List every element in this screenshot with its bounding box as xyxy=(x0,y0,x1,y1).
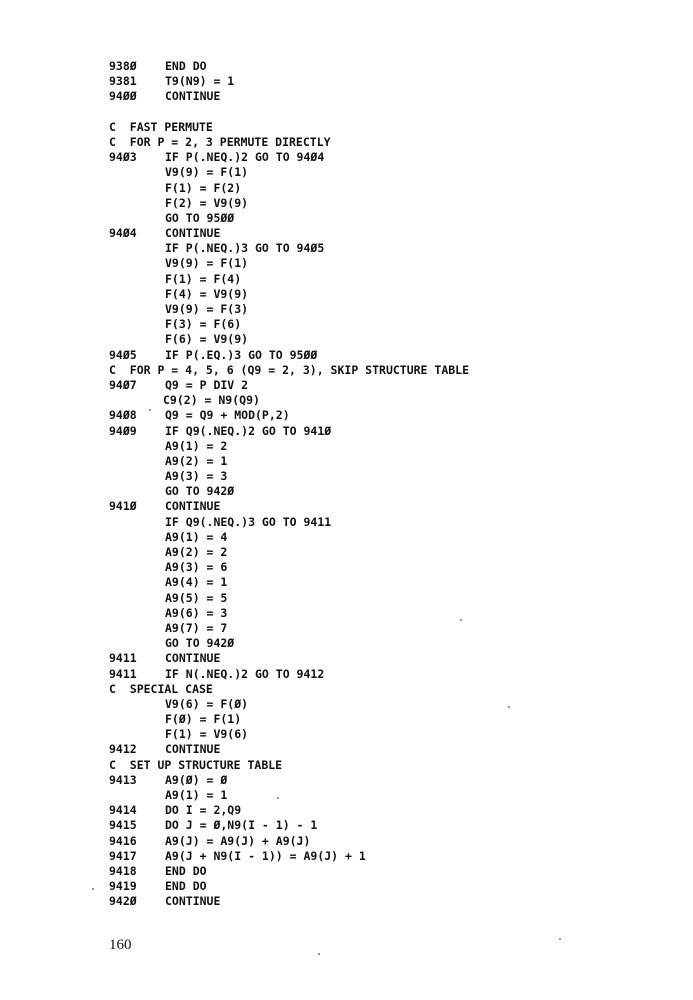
statement-text: IF N(.NEQ.)2 GO TO 9412 xyxy=(165,666,325,681)
statement-label: 9412 xyxy=(109,742,137,757)
statement-text: GO TO 942Ø xyxy=(165,484,235,499)
statement-text: A9(J) = A9(J) + A9(J) xyxy=(165,833,311,848)
statement-label: 9415 xyxy=(109,818,137,833)
statement-text: F(1) = F(2) xyxy=(165,180,242,195)
statement-label: 9418 xyxy=(109,863,137,878)
statement-text: A9(1) = 1 xyxy=(165,788,228,802)
statement-text: GO TO 95ØØ xyxy=(165,210,235,225)
statement-text: IF P(.EQ.)3 GO TO 95ØØ xyxy=(165,347,318,362)
statement-label: 9416 xyxy=(109,833,137,848)
statement-label: 94ØØ xyxy=(109,89,137,104)
statement-label: 941Ø xyxy=(109,499,137,514)
statement-text: DO J = Ø,N9(I - 1) - 1 xyxy=(165,818,318,833)
statement-text: CONTINUE xyxy=(165,742,221,757)
statement-label: 938Ø xyxy=(109,59,137,73)
statement-text: F(1) = V9(6) xyxy=(165,727,249,742)
statement-text: CONTINUE xyxy=(165,894,221,909)
statement-label: 94Ø7 xyxy=(109,377,137,392)
scan-speck xyxy=(559,938,561,940)
statement-text: V9(6) = F(Ø) xyxy=(165,696,249,711)
statement-text: IF P(.NEQ.)2 GO TO 94Ø4 xyxy=(165,150,325,165)
statement-label: 942Ø xyxy=(109,894,137,909)
statement-text: IF Q9(.NEQ.)3 GO TO 9411 xyxy=(165,514,332,529)
comment-text: C FOR P = 2, 3 PERMUTE DIRECTLY xyxy=(109,134,331,149)
scan-speck xyxy=(508,706,510,708)
statement-label: 9413 xyxy=(109,772,137,787)
statement-text: A9(1) = 2 xyxy=(165,438,228,453)
statement-text: CONTINUE xyxy=(165,89,221,104)
statement-text: A9(5) = 5 xyxy=(165,590,228,605)
comment-text: C SPECIAL CASE xyxy=(109,681,213,696)
statement-text: A9(6) = 3 xyxy=(165,605,228,620)
statement-text: F(2) = V9(9) xyxy=(165,195,249,210)
statement-text: IF Q9(.NEQ.)2 GO TO 941Ø xyxy=(165,423,332,438)
statement-text: F(4) = V9(9) xyxy=(165,286,249,301)
statement-text: A9(2) = 2 xyxy=(165,545,228,559)
statement-text: F(6) = V9(9) xyxy=(165,332,249,347)
statement-label: 94Ø9 xyxy=(109,423,137,438)
statement-text: END DO xyxy=(165,879,207,894)
statement-text: F(1) = F(4) xyxy=(165,271,242,286)
statement-text: T9(N9) = 1 xyxy=(165,74,235,89)
statement-label: 9417 xyxy=(109,848,137,863)
statement-label: 94Ø4 xyxy=(109,226,137,241)
statement-text: GO TO 942Ø xyxy=(165,636,235,651)
page-number: 160 xyxy=(109,937,132,953)
statement-text: V9(9) = F(1) xyxy=(165,256,249,271)
scan-speck xyxy=(92,888,94,890)
comment-text: C FAST PERMUTE xyxy=(109,119,213,134)
scan-speck xyxy=(318,953,320,955)
statement-text: A9(Ø) = Ø xyxy=(165,772,228,787)
statement-text: V9(9) = F(1) xyxy=(165,165,249,180)
statement-text: A9(3) = 3 xyxy=(165,469,228,484)
statement-text: CONTINUE xyxy=(165,651,221,666)
statement-text: CONTINUE xyxy=(165,499,221,514)
statement-text: A9(4) = 1 xyxy=(165,575,228,590)
statement-text: IF P(.NEQ.)3 GO TO 94Ø5 xyxy=(165,241,325,256)
statement-text: A9(3) = 6 xyxy=(165,560,228,575)
statement-text: A9(J + N9(I - 1)) = A9(J) + 1 xyxy=(165,848,366,863)
scan-speck xyxy=(277,797,279,799)
statement-text: F(3) = F(6) xyxy=(165,317,242,332)
statement-label: 9414 xyxy=(109,803,137,818)
comment-text: C SET UP STRUCTURE TABLE xyxy=(109,757,283,772)
statement-text: A9(7) = 7 xyxy=(165,620,228,635)
statement-text: F(Ø) = F(1) xyxy=(165,712,242,727)
statement-label: 94Ø3 xyxy=(109,150,137,165)
statement-label: 9411 xyxy=(109,666,137,681)
scan-speck xyxy=(149,409,151,411)
statement-text: DO I = 2,Q9 xyxy=(165,803,242,818)
statement-text: C9(2) = N9(Q9) xyxy=(163,393,260,408)
statement-text: END DO xyxy=(165,863,207,878)
statement-text: Q9 = Q9 + MOD(P,2) xyxy=(165,408,290,423)
statement-text: Q9 = P DIV 2 xyxy=(165,377,249,392)
comment-text: C FOR P = 4, 5, 6 (Q9 = 2, 3), SKIP STRUCTURE TABLE xyxy=(109,362,470,377)
statement-text: END DO xyxy=(165,59,207,73)
statement-label: 9419 xyxy=(109,879,137,894)
statement-text: CONTINUE xyxy=(165,226,221,241)
statement-text: A9(1) = 4 xyxy=(165,529,228,544)
scan-speck xyxy=(460,619,462,621)
statement-label: 9381 xyxy=(109,74,137,89)
statement-label: 94Ø5 xyxy=(109,347,137,362)
statement-text: A9(2) = 1 xyxy=(165,453,228,468)
statement-label: 94Ø8 xyxy=(109,408,137,423)
statement-text: V9(9) = F(3) xyxy=(165,302,249,316)
statement-label: 9411 xyxy=(109,651,137,666)
